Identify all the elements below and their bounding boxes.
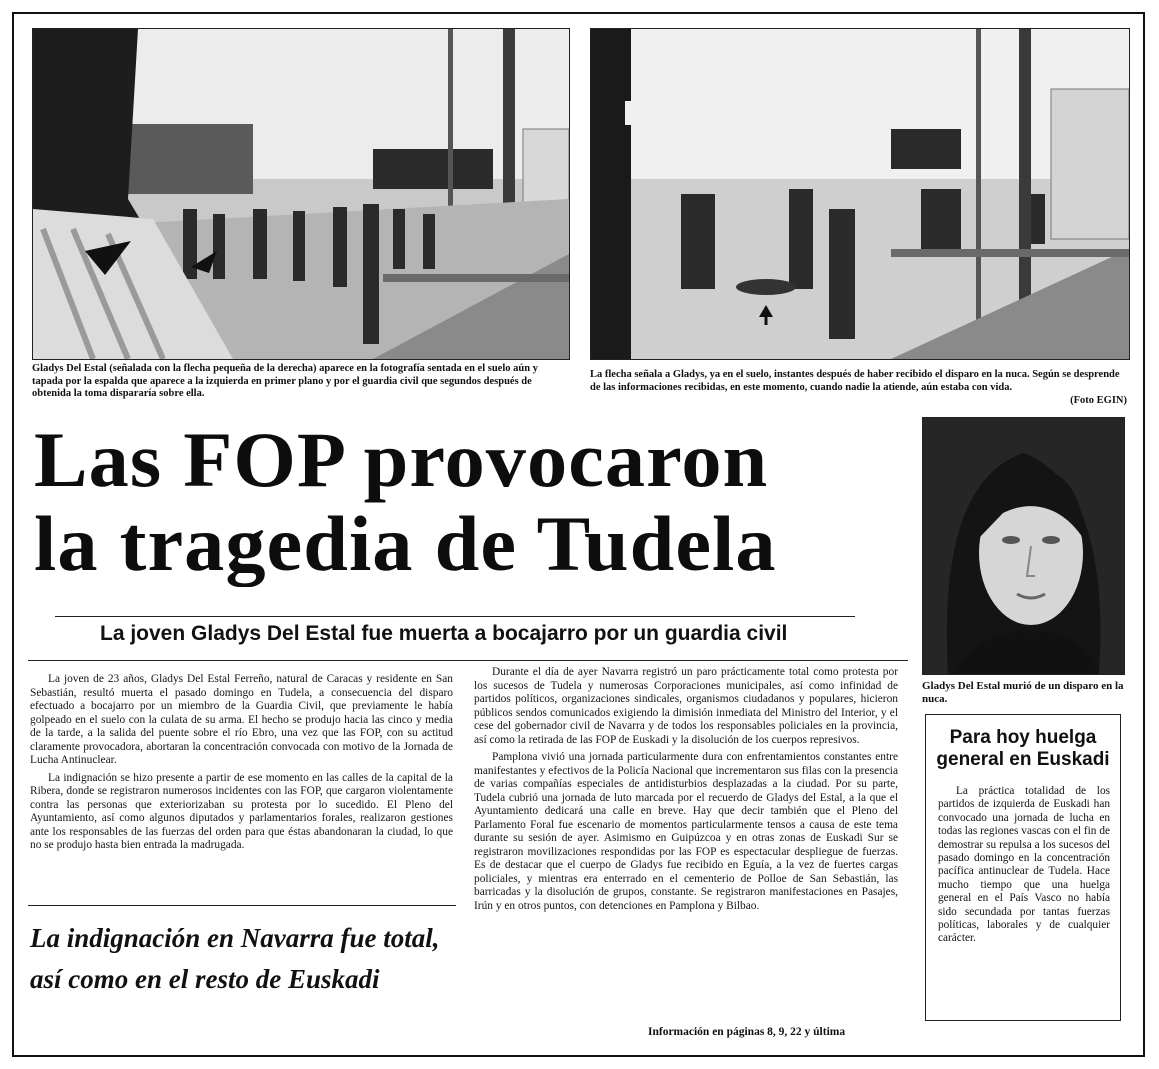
photo-left: [32, 28, 570, 360]
sidebar-box: [925, 714, 1121, 1021]
pull-quote: La indignación en Navarra fue total, así como en el resto de Euskadi: [30, 923, 440, 994]
headline-line-1: Las FOP provocaron: [34, 416, 769, 503]
photo-right-caption-text: La flecha señala a Gladys, ya en el suelo, instantes después de haber recibido el disparo en la nuca. Según se desprende de las informaciones recibidas, en este momento, cuando nadie la atiende, aún estaba con vida.: [590, 369, 1120, 393]
photo-left-caption: Gladys Del Estal (señalada con la flecha pequeña de la derecha) aparece en la fotografía sentada en el suelo aún y tapada por la espalda que aparece a la izquierda en primer plano y por el guardia civil que segundos después de obtenida la toma dispararía sobre ella.: [32, 363, 538, 399]
pullquote-rule: [28, 905, 456, 906]
article-column-2: [474, 666, 898, 917]
sidebar-title: Para hoy huelga general en Euskadi: [936, 727, 1110, 770]
article-column-1: [30, 673, 453, 857]
photo-credit: (Foto EGIN): [1070, 394, 1127, 406]
article-col2-paragraph-1: Durante el día de ayer Navarra registró un paro prácticamente total como protesta por los sucesos de Tudela y numerosas Corporaciones municipales, así como infinidad de partidos políticos, organizaciones sindicales, organismos ciudadanos y populares, hicieron públicos sendos comunicados exigiendo la dimisión inmediata del Ministro del Interior, y el cese del gobernador civil de Navarra y de todos los responsables policiales en la provincia, así como la retirada de las FOP de Euskadi y la disolución de los cuerpos represivos.: [474, 666, 898, 746]
portrait-caption: Gladys Del Estal murió de un disparo en la nuca.: [922, 680, 1124, 705]
headline-rule: [55, 616, 855, 617]
article-col1-paragraph-2: La indignación se hizo presente a partir de ese momento en las calles de la capital de la Ribera, donde se registraron numerosos incidentes con las FOP, que cargaron violentamente contra las personas que exteriorizaban su protesta por lo sucedido. El Pleno del Ayuntamiento, así como algunos diputados y parlamentarios forales, realizaron gestiones ante los responsables de las fuerzas del orden para que éstas abandonaran la ciudad, lo que no se produjo hasta bien entrada la madrugada.: [30, 771, 453, 851]
article-col1-paragraph-1: La joven de 23 años, Gladys Del Estal Ferreño, natural de Caracas y residente en San Sebastián, resultó muerta el pasado domingo en Tudela, a consecuencia del disparo efectuado a bocajarro por un miembro de la Guardia Civil, que previamente le había golpeado en el suelo con la culata de su arma. El hecho se produjo hacia las cinco y media de la tarde, a la salida del puente sobre el río Ebro, una vez que las FOP, con su actitud claramente provocadora, abortaran la concentración convocada con motivo de la Jornada de Lucha Antinuclear.: [30, 673, 453, 766]
subheadline-rule: [28, 660, 908, 661]
headline-line-2: la tragedia de Tudela: [34, 500, 777, 587]
subheadline: La joven Gladys Del Estal fue muerta a bocajarro por un guardia civil: [100, 622, 788, 645]
photo-right: [590, 28, 1130, 360]
footer-page-reference: Información en páginas 8, 9, 22 y última: [648, 1026, 846, 1038]
sidebar-body: La práctica totalidad de los partidos de izquierda de Euskadi han convocado una jornada de lucha en todas las regiones vascas con el fin de demostrar su repulsa a los sucesos del pasado domingo en la concentración pacífica antinuclear de Tudela. Hace mucho tiempo que una huelga general en el País Vasco no había sido secundada por tantas fuerzas políticas, laborales y de cualquier carácter.: [938, 785, 1110, 945]
photo-left-image: [33, 29, 569, 359]
portrait-photo: [922, 417, 1125, 675]
photo-right-image: [591, 29, 1129, 359]
article-col2-paragraph-2: Pamplona vivió una jornada particularmente dura con enfrentamientos constantes entre manifestantes y efectivos de la Policía Nacional que incrementaron sus filas con la presencia de varias compañías especiales de antidisturbios desplazadas a la ciudad. Por su parte, Tudela cubrió una jornada de luto marcada por el recuerdo de Gladys del Estal, a la que el Ayuntamiento dedicará una calle en breve. Hay que decir también que el Pleno del Parlamento Foral fue escenario de momentos particularmente tensos a causa de este tema durante su sesión de ayer. Asimismo en Guipúzcoa y en otras zonas de Euskadi Sur se registraron movilizaciones respondidas por las FOP es espectacular despliegue de fuerzas. Es de destacar que el cuerpo de Gladys fue recibido en Eguía, a la vez de fuertes cargas policiales, y mientras era enterrado en el cementerio de Polloe de San Sebastián, las barricadas y la disolución de grupos, constante. Se registraron manifestaciones en Pasajes, Irún y en otros puntos, con detenciones en Pamplona y Bilbao.: [474, 751, 898, 912]
portrait-image: [923, 418, 1124, 674]
main-headline: [34, 418, 940, 586]
photo-right-caption: [590, 369, 1127, 406]
